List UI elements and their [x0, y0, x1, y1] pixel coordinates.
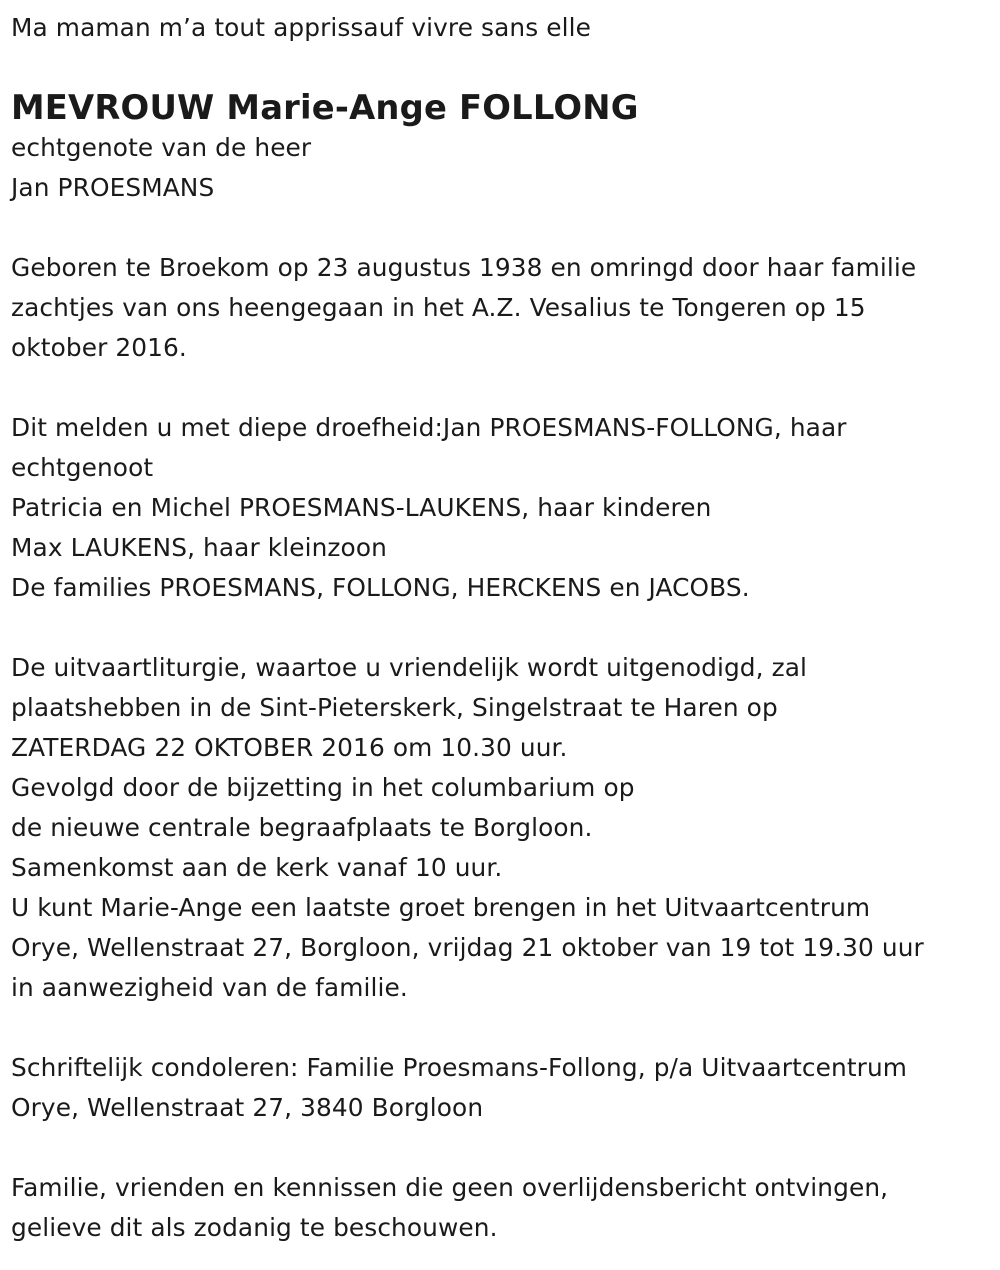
birth-death-line: oktober 2016. — [11, 333, 187, 362]
birth-death-line: zachtjes van ons heengegaan in het A.Z. Vesalius te Tongeren op 15 — [11, 293, 866, 322]
deceased-name: MEVROUW Marie-Ange FOLLONG — [11, 88, 639, 127]
spacer — [11, 48, 991, 88]
funeral-line: Orye, Wellenstraat 27, Borgloon, vrijdag 21 oktober van 19 tot 19.30 uur — [11, 933, 924, 962]
funeral-line: in aanwezigheid van de familie. — [11, 973, 408, 1002]
funeral-line: ZATERDAG 22 OKTOBER 2016 om 10.30 uur. — [11, 733, 568, 762]
condolences-line: Orye, Wellenstraat 27, 3840 Borgloon — [11, 1093, 484, 1122]
spacer — [11, 368, 991, 408]
mourners-line: Patricia en Michel PROESMANS-LAUKENS, haar kinderen — [11, 493, 712, 522]
mourners-line: echtgenoot — [11, 453, 154, 482]
spacer — [11, 1008, 991, 1048]
funeral-line: plaatshebben in de Sint-Pieterskerk, Singelstraat te Haren op — [11, 693, 778, 722]
mourners-line: Max LAUKENS, haar kleinzoon — [11, 533, 387, 562]
motto: Ma maman m’a tout apprissauf vivre sans elle — [11, 13, 591, 42]
funeral-line: U kunt Marie-Ange een laatste groet brengen in het Uitvaartcentrum — [11, 893, 871, 922]
spouse-line: Jan PROESMANS — [11, 173, 215, 202]
spacer — [11, 208, 991, 248]
funeral-line: Samenkomst aan de kerk vanaf 10 uur. — [11, 853, 503, 882]
spacer — [11, 1128, 991, 1168]
mourners-line: De families PROESMANS, FOLLONG, HERCKENS en JACOBS. — [11, 573, 750, 602]
obituary-notice — [11, 8, 991, 1248]
funeral-line: De uitvaartliturgie, waartoe u vriendelijk wordt uitgenodigd, zal — [11, 653, 808, 682]
spacer — [11, 608, 991, 648]
spouse-line: echtgenote van de heer — [11, 133, 312, 162]
mourners-line: Dit melden u met diepe droefheid:Jan PROESMANS-FOLLONG, haar — [11, 413, 847, 442]
closing-line: Familie, vrienden en kennissen die geen overlijdensbericht ontvingen, — [11, 1173, 889, 1202]
closing-line: gelieve dit als zodanig te beschouwen. — [11, 1213, 498, 1242]
funeral-line: Gevolgd door de bijzetting in het columbarium op — [11, 773, 635, 802]
birth-death-line: Geboren te Broekom op 23 augustus 1938 en omringd door haar familie — [11, 253, 917, 282]
condolences-line: Schriftelijk condoleren: Familie Proesmans-Follong, p/a Uitvaartcentrum — [11, 1053, 908, 1082]
funeral-line: de nieuwe centrale begraafplaats te Borgloon. — [11, 813, 593, 842]
